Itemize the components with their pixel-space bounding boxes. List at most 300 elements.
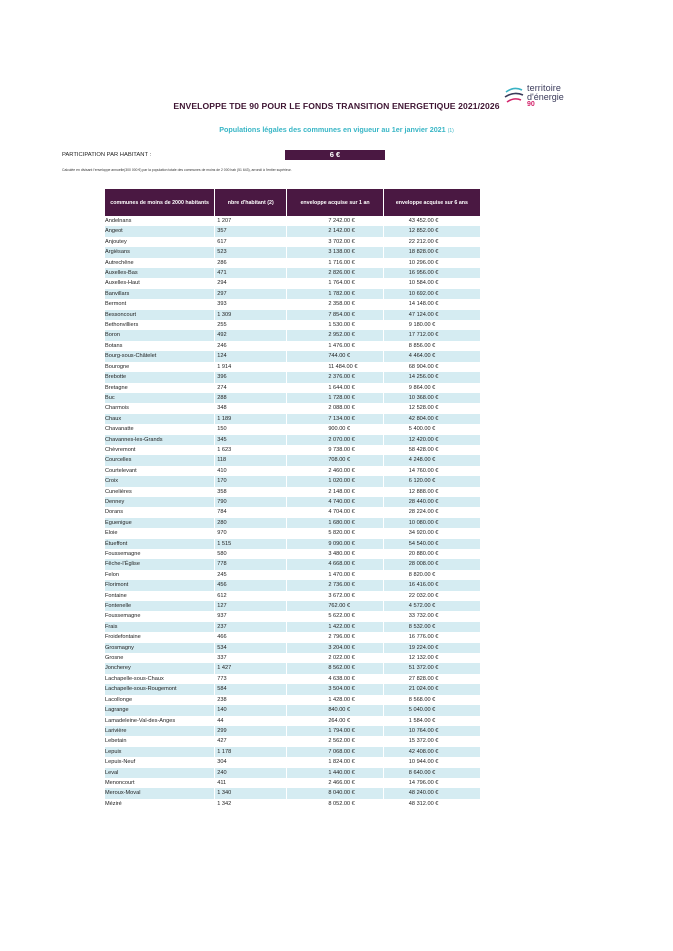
cell-habitants: 246	[215, 341, 287, 351]
cell-habitants: 170	[215, 476, 287, 486]
cell-habitants: 237	[215, 622, 287, 632]
cell-commune: Cunelières	[105, 488, 132, 495]
logo-text-line2: d'énergie	[527, 92, 564, 102]
cell-enveloppe-1an: 2 952.00 €	[287, 330, 383, 340]
cell-habitants: 255	[215, 320, 287, 330]
logo-text-line1: territoire	[527, 83, 562, 93]
cell-enveloppe-6ans: 10 944.00 €	[383, 757, 480, 767]
cell-enveloppe-1an: 9 090.00 €	[287, 539, 383, 549]
table-header-row	[105, 189, 480, 216]
cell-commune: Fontenelle	[105, 601, 215, 611]
cell-enveloppe-6ans: 12 132.00 €	[383, 653, 480, 663]
cell-commune: Bourogne	[105, 363, 130, 370]
table-row	[105, 466, 480, 476]
cell-enveloppe-6ans: 10 764.00 €	[383, 726, 480, 736]
cell-enveloppe-1an: 3 702.00 €	[287, 237, 383, 247]
table-row	[105, 736, 480, 746]
table-row	[105, 445, 480, 455]
cell-enveloppe-1an: 7 242.00 €	[287, 216, 383, 226]
cell-enveloppe-6ans: 8 820.00 €	[383, 570, 480, 580]
cell-commune: Buc	[105, 393, 215, 403]
table-row	[105, 226, 480, 236]
subtitle-note: (1)	[447, 128, 454, 134]
cell-enveloppe-6ans: 9 180.00 €	[383, 320, 480, 330]
cell-enveloppe-6ans: 18 828.00 €	[383, 247, 480, 257]
cell-habitants: 294	[215, 278, 287, 288]
table-row	[105, 435, 480, 445]
subtitle-text: Populations légales des communes en vigueur au 1er janvier 2021	[219, 125, 446, 134]
cell-commune: Lachapelle-sous-Chaux	[105, 675, 164, 682]
cell-commune: Auxelles-Haut	[105, 280, 140, 287]
cell-enveloppe-1an: 1 782.00 €	[287, 289, 383, 299]
cell-enveloppe-1an: 2 376.00 €	[287, 372, 383, 382]
table-row	[105, 788, 480, 798]
cell-commune: Lacollonge	[105, 696, 133, 703]
cell-enveloppe-1an: 1 824.00 €	[287, 757, 383, 767]
cell-enveloppe-6ans: 20 880.00 €	[383, 549, 480, 559]
cell-habitants: 1 340	[215, 788, 287, 798]
cell-habitants: 150	[215, 424, 287, 434]
cell-commune: Dorans	[105, 509, 124, 516]
cell-commune: Eloie	[105, 530, 118, 537]
cell-enveloppe-6ans: 4 572.00 €	[383, 601, 480, 611]
cell-commune: Courcelles	[105, 455, 215, 465]
table-row	[105, 507, 480, 517]
cell-commune: Anjoutey	[105, 238, 127, 245]
cell-habitants: 523	[215, 247, 287, 257]
cell-enveloppe-1an: 900.00 €	[287, 424, 383, 434]
cell-habitants: 1 207	[215, 216, 287, 226]
cell-habitants: 245	[215, 570, 287, 580]
header-habitants: nbre d'habitant (2)	[215, 189, 287, 216]
table-row	[105, 684, 480, 694]
table-row	[105, 476, 480, 486]
participation-value: 6 €	[285, 150, 385, 160]
table-row	[105, 747, 480, 757]
cell-habitants: 396	[215, 372, 287, 382]
cell-enveloppe-1an: 1 794.00 €	[287, 726, 383, 736]
cell-enveloppe-6ans: 51 372.00 €	[383, 663, 480, 673]
cell-commune: Angeot	[105, 226, 215, 236]
cell-habitants: 393	[215, 299, 287, 309]
cell-enveloppe-1an: 5 820.00 €	[287, 528, 383, 538]
cell-enveloppe-1an: 9 738.00 €	[287, 445, 383, 455]
header-enveloppe-1an: enveloppe acquise sur 1 an	[287, 189, 383, 216]
cell-enveloppe-1an: 762.00 €	[287, 601, 383, 611]
cell-enveloppe-6ans: 10 080.00 €	[383, 518, 480, 528]
cell-habitants: 612	[215, 591, 287, 601]
cell-enveloppe-1an: 708.00 €	[287, 455, 383, 465]
cell-enveloppe-6ans: 14 256.00 €	[383, 372, 480, 382]
cell-commune: Denney	[105, 497, 215, 507]
cell-enveloppe-1an: 2 358.00 €	[287, 299, 383, 309]
cell-commune: Croix	[105, 476, 215, 486]
cell-enveloppe-6ans: 10 368.00 €	[383, 393, 480, 403]
table-row	[105, 424, 480, 434]
cell-commune: Autrechêne	[105, 259, 134, 266]
cell-habitants: 580	[215, 549, 287, 559]
table-row	[105, 330, 480, 340]
cell-enveloppe-6ans: 28 224.00 €	[383, 507, 480, 517]
cell-enveloppe-1an: 2 142.00 €	[287, 226, 383, 236]
cell-habitants: 348	[215, 403, 287, 413]
cell-enveloppe-1an: 1 476.00 €	[287, 341, 383, 351]
cell-habitants: 238	[215, 695, 287, 705]
cell-habitants: 937	[215, 611, 287, 621]
cell-commune: Lepuix-Neuf	[105, 759, 136, 766]
cell-enveloppe-6ans: 8 640.00 €	[383, 768, 480, 778]
table-row	[105, 362, 480, 372]
cell-enveloppe-6ans: 12 420.00 €	[383, 435, 480, 445]
cell-commune: Chaux	[105, 414, 215, 424]
cell-enveloppe-1an: 264.00 €	[287, 716, 383, 726]
cell-enveloppe-1an: 1 428.00 €	[287, 695, 383, 705]
cell-commune: Botans	[105, 342, 123, 349]
cell-commune: Bermont	[105, 301, 127, 308]
cell-commune: Chèvremont	[105, 446, 136, 453]
cell-enveloppe-1an: 8 040.00 €	[287, 788, 383, 798]
cell-enveloppe-6ans: 1 584.00 €	[383, 716, 480, 726]
cell-habitants: 1 623	[215, 445, 287, 455]
table-row	[105, 559, 480, 569]
cell-enveloppe-6ans: 8 856.00 €	[383, 341, 480, 351]
cell-enveloppe-1an: 2 148.00 €	[287, 487, 383, 497]
cell-commune: Lebetain	[105, 738, 127, 745]
cell-habitants: 584	[215, 684, 287, 694]
cell-habitants: 345	[215, 435, 287, 445]
cell-enveloppe-1an: 744.00 €	[287, 351, 383, 361]
cell-habitants: 44	[215, 716, 287, 726]
table-row	[105, 799, 480, 809]
table-row	[105, 539, 480, 549]
cell-enveloppe-1an: 3 138.00 €	[287, 247, 383, 257]
cell-enveloppe-1an: 1 644.00 €	[287, 383, 383, 393]
cell-commune: Menoncourt	[105, 779, 135, 786]
cell-commune: Florimont	[105, 580, 215, 590]
cell-enveloppe-6ans: 16 416.00 €	[383, 580, 480, 590]
cell-habitants: 411	[215, 778, 287, 788]
table-row	[105, 455, 480, 465]
cell-enveloppe-1an: 2 562.00 €	[287, 736, 383, 746]
cell-commune: Auxelles-Bas	[105, 268, 215, 278]
cell-habitants: 1 309	[215, 310, 287, 320]
cell-habitants: 140	[215, 705, 287, 715]
table-row	[105, 591, 480, 601]
table-row	[105, 268, 480, 278]
cell-enveloppe-6ans: 42 408.00 €	[383, 747, 480, 757]
cell-habitants: 790	[215, 497, 287, 507]
cell-commune: Bourg-sous-Châtelet	[105, 351, 215, 361]
cell-habitants: 456	[215, 580, 287, 590]
cell-commune: Brebotte	[105, 372, 215, 382]
cell-habitants: 1 427	[215, 663, 287, 673]
table-row	[105, 570, 480, 580]
cell-enveloppe-1an: 8 052.00 €	[287, 799, 383, 809]
cell-enveloppe-6ans: 10 296.00 €	[383, 258, 480, 268]
cell-enveloppe-1an: 1 728.00 €	[287, 393, 383, 403]
communes-table	[105, 189, 480, 809]
cell-enveloppe-1an: 4 704.00 €	[287, 507, 383, 517]
cell-commune: Foussemagne	[105, 613, 141, 620]
table-row	[105, 383, 480, 393]
cell-habitants: 358	[215, 487, 287, 497]
cell-commune: Bretagne	[105, 384, 128, 391]
cell-commune: Larivière	[105, 726, 215, 736]
cell-commune: Bessoncourt	[105, 310, 215, 320]
table-row	[105, 663, 480, 673]
cell-habitants: 1 342	[215, 799, 287, 809]
cell-enveloppe-6ans: 12 528.00 €	[383, 403, 480, 413]
cell-enveloppe-6ans: 8 532.00 €	[383, 622, 480, 632]
cell-habitants: 1 914	[215, 362, 287, 372]
cell-enveloppe-6ans: 22 032.00 €	[383, 591, 480, 601]
cell-commune: Chavannes-les-Grands	[105, 435, 215, 445]
cell-commune: Étueffont	[105, 539, 215, 549]
cell-enveloppe-1an: 2 736.00 €	[287, 580, 383, 590]
logo-text-line3: 90	[527, 101, 535, 108]
calculation-note: Calculée en divisant l'enveloppe annuelle(300 000 €) par la population totale des communes de moins de 2 000 hab (51 643), arrondi à l'entier supérieur.	[62, 168, 292, 172]
cell-habitants: 240	[215, 768, 287, 778]
table-row	[105, 487, 480, 497]
table-row	[105, 653, 480, 663]
cell-habitants: 118	[215, 455, 287, 465]
cell-enveloppe-1an: 2 022.00 €	[287, 653, 383, 663]
cell-habitants: 534	[215, 643, 287, 653]
cell-commune: Chavanatte	[105, 426, 134, 433]
cell-habitants: 466	[215, 632, 287, 642]
table-row	[105, 601, 480, 611]
cell-enveloppe-6ans: 10 692.00 €	[383, 289, 480, 299]
cell-enveloppe-1an: 3 204.00 €	[287, 643, 383, 653]
cell-enveloppe-6ans: 27 828.00 €	[383, 674, 480, 684]
cell-enveloppe-6ans: 19 224.00 €	[383, 643, 480, 653]
table-row	[105, 393, 480, 403]
cell-habitants: 337	[215, 653, 287, 663]
cell-habitants: 410	[215, 466, 287, 476]
cell-enveloppe-6ans: 21 024.00 €	[383, 684, 480, 694]
cell-enveloppe-1an: 1 440.00 €	[287, 768, 383, 778]
cell-habitants: 784	[215, 507, 287, 517]
table-row	[105, 695, 480, 705]
cell-enveloppe-6ans: 16 776.00 €	[383, 632, 480, 642]
table-row	[105, 580, 480, 590]
cell-enveloppe-6ans: 4 248.00 €	[383, 455, 480, 465]
table-row	[105, 247, 480, 257]
participation-label: PARTICIPATION PAR HABITANT :	[62, 152, 152, 158]
cell-enveloppe-6ans: 6 120.00 €	[383, 476, 480, 486]
cell-enveloppe-1an: 2 070.00 €	[287, 435, 383, 445]
cell-habitants: 124	[215, 351, 287, 361]
table-row	[105, 518, 480, 528]
table-row	[105, 674, 480, 684]
cell-habitants: 299	[215, 726, 287, 736]
table-row	[105, 757, 480, 767]
cell-habitants: 1 515	[215, 539, 287, 549]
table-row	[105, 320, 480, 330]
table-row	[105, 237, 480, 247]
cell-enveloppe-6ans: 16 956.00 €	[383, 268, 480, 278]
cell-habitants: 357	[215, 226, 287, 236]
table-row	[105, 310, 480, 320]
cell-habitants: 970	[215, 528, 287, 538]
table-row	[105, 258, 480, 268]
cell-enveloppe-1an: 1 422.00 €	[287, 622, 383, 632]
page-title: ENVELOPPE TDE 90 POUR LE FONDS TRANSITION ENERGETIQUE 2021/2026	[173, 101, 500, 111]
table-row	[105, 289, 480, 299]
cell-enveloppe-1an: 2 460.00 €	[287, 466, 383, 476]
cell-habitants: 127	[215, 601, 287, 611]
cell-commune: Banvillars	[105, 289, 215, 299]
cell-commune: Froidefontaine	[105, 634, 141, 641]
table-row	[105, 299, 480, 309]
cell-habitants: 286	[215, 258, 287, 268]
cell-enveloppe-1an: 4 638.00 €	[287, 674, 383, 684]
cell-commune: Foussemagne	[105, 551, 141, 557]
page-subtitle	[0, 125, 673, 134]
cell-enveloppe-1an: 3 672.00 €	[287, 591, 383, 601]
cell-habitants: 492	[215, 330, 287, 340]
cell-enveloppe-1an: 11 484.00 €	[287, 362, 383, 372]
cell-habitants: 1 189	[215, 414, 287, 424]
cell-enveloppe-6ans: 5 400.00 €	[383, 424, 480, 434]
cell-commune: Grosne	[105, 655, 124, 662]
cell-enveloppe-6ans: 48 240.00 €	[383, 788, 480, 798]
table-row	[105, 497, 480, 507]
cell-enveloppe-1an: 7 134.00 €	[287, 414, 383, 424]
cell-commune: Joncherey	[105, 663, 215, 673]
cell-habitants: 773	[215, 674, 287, 684]
cell-habitants: 274	[215, 383, 287, 393]
cell-habitants: 297	[215, 289, 287, 299]
cell-enveloppe-1an: 4 740.00 €	[287, 497, 383, 507]
cell-commune: Bethonvilliers	[105, 322, 139, 329]
cell-habitants: 427	[215, 736, 287, 746]
cell-enveloppe-6ans: 22 212.00 €	[383, 237, 480, 247]
cell-enveloppe-6ans: 17 712.00 €	[383, 330, 480, 340]
header-commune: communes de moins de 2000 habitants	[105, 189, 215, 216]
cell-enveloppe-1an: 840.00 €	[287, 705, 383, 715]
cell-commune: Meroux-Moval	[105, 788, 215, 798]
cell-habitants: 778	[215, 559, 287, 569]
cell-enveloppe-1an: 2 796.00 €	[287, 632, 383, 642]
cell-enveloppe-6ans: 14 148.00 €	[383, 299, 480, 309]
cell-enveloppe-6ans: 42 804.00 €	[383, 414, 480, 424]
cell-commune: Lamadeleine-Val-des-Anges	[105, 717, 176, 724]
cell-enveloppe-6ans: 48 312.00 €	[383, 799, 480, 809]
cell-enveloppe-1an: 7 854.00 €	[287, 310, 383, 320]
cell-enveloppe-6ans: 58 428.00 €	[383, 445, 480, 455]
cell-enveloppe-6ans: 68 904.00 €	[383, 362, 480, 372]
cell-commune: Courtelevant	[105, 467, 137, 474]
cell-commune: Felon	[105, 571, 119, 578]
table-row	[105, 278, 480, 288]
cell-commune: Boron	[105, 330, 215, 340]
cell-enveloppe-1an: 8 562.00 €	[287, 663, 383, 673]
cell-enveloppe-1an: 1 680.00 €	[287, 518, 383, 528]
cell-enveloppe-1an: 2 826.00 €	[287, 268, 383, 278]
cell-enveloppe-1an: 3 504.00 €	[287, 684, 383, 694]
table-row	[105, 768, 480, 778]
cell-habitants: 1 178	[215, 747, 287, 757]
cell-enveloppe-1an: 2 088.00 €	[287, 403, 383, 413]
cell-enveloppe-6ans: 14 796.00 €	[383, 778, 480, 788]
table-row	[105, 528, 480, 538]
cell-enveloppe-1an: 1 470.00 €	[287, 570, 383, 580]
cell-enveloppe-1an: 2 466.00 €	[287, 778, 383, 788]
cell-enveloppe-6ans: 54 540.00 €	[383, 539, 480, 549]
cell-enveloppe-6ans: 8 568.00 €	[383, 695, 480, 705]
cell-enveloppe-6ans: 9 864.00 €	[383, 383, 480, 393]
cell-enveloppe-6ans: 5 040.00 €	[383, 705, 480, 715]
cell-enveloppe-1an: 1 764.00 €	[287, 278, 383, 288]
cell-enveloppe-6ans: 10 584.00 €	[383, 278, 480, 288]
cell-enveloppe-6ans: 12 888.00 €	[383, 487, 480, 497]
cell-enveloppe-6ans: 33 732.00 €	[383, 611, 480, 621]
cell-commune: Frais	[105, 622, 215, 632]
cell-commune: Andelnans	[105, 218, 132, 224]
table-row	[105, 622, 480, 632]
table-row	[105, 726, 480, 736]
table-row	[105, 216, 480, 226]
cell-commune: Charmois	[105, 405, 129, 412]
table-row	[105, 351, 480, 361]
cell-habitants: 288	[215, 393, 287, 403]
table-row	[105, 403, 480, 413]
cell-habitants: 304	[215, 757, 287, 767]
table-row	[105, 778, 480, 788]
cell-enveloppe-6ans: 15 372.00 €	[383, 736, 480, 746]
cell-enveloppe-1an: 1 716.00 €	[287, 258, 383, 268]
cell-commune: Méziré	[105, 800, 122, 807]
cell-enveloppe-6ans: 34 920.00 €	[383, 528, 480, 538]
cell-enveloppe-1an: 4 668.00 €	[287, 559, 383, 569]
cell-enveloppe-6ans: 43 452.00 €	[383, 216, 480, 226]
cell-habitants: 617	[215, 237, 287, 247]
table-row	[105, 611, 480, 621]
cell-commune: Eguenigue	[105, 518, 215, 528]
cell-enveloppe-6ans: 47 124.00 €	[383, 310, 480, 320]
cell-commune: Leval	[105, 768, 215, 778]
cell-enveloppe-1an: 7 068.00 €	[287, 747, 383, 757]
cell-enveloppe-6ans: 12 852.00 €	[383, 226, 480, 236]
table-row	[105, 341, 480, 351]
cell-commune: Lagrange	[105, 705, 215, 715]
table-row	[105, 414, 480, 424]
cell-enveloppe-6ans: 28 008.00 €	[383, 559, 480, 569]
cell-commune: Fêche-l'Église	[105, 559, 215, 569]
cell-enveloppe-6ans: 14 760.00 €	[383, 466, 480, 476]
cell-enveloppe-1an: 3 480.00 €	[287, 549, 383, 559]
table-row	[105, 716, 480, 726]
cell-enveloppe-6ans: 28 440.00 €	[383, 497, 480, 507]
cell-commune: Grosmagny	[105, 643, 215, 653]
table-row	[105, 549, 480, 559]
cell-enveloppe-6ans: 4 464.00 €	[383, 351, 480, 361]
cell-commune: Lepuix	[105, 747, 215, 757]
cell-commune: Fontaine	[105, 592, 127, 599]
table-row	[105, 632, 480, 642]
cell-enveloppe-1an: 1 020.00 €	[287, 476, 383, 486]
cell-enveloppe-1an: 1 530.00 €	[287, 320, 383, 330]
cell-habitants: 280	[215, 518, 287, 528]
table-row	[105, 643, 480, 653]
cell-commune: Argiésans	[105, 247, 215, 257]
cell-habitants: 471	[215, 268, 287, 278]
table-row	[105, 372, 480, 382]
cell-commune: Lachapelle-sous-Rougemont	[105, 684, 215, 694]
header-enveloppe-6ans: enveloppe acquise sur 6 ans	[383, 189, 480, 216]
table-row	[105, 705, 480, 715]
